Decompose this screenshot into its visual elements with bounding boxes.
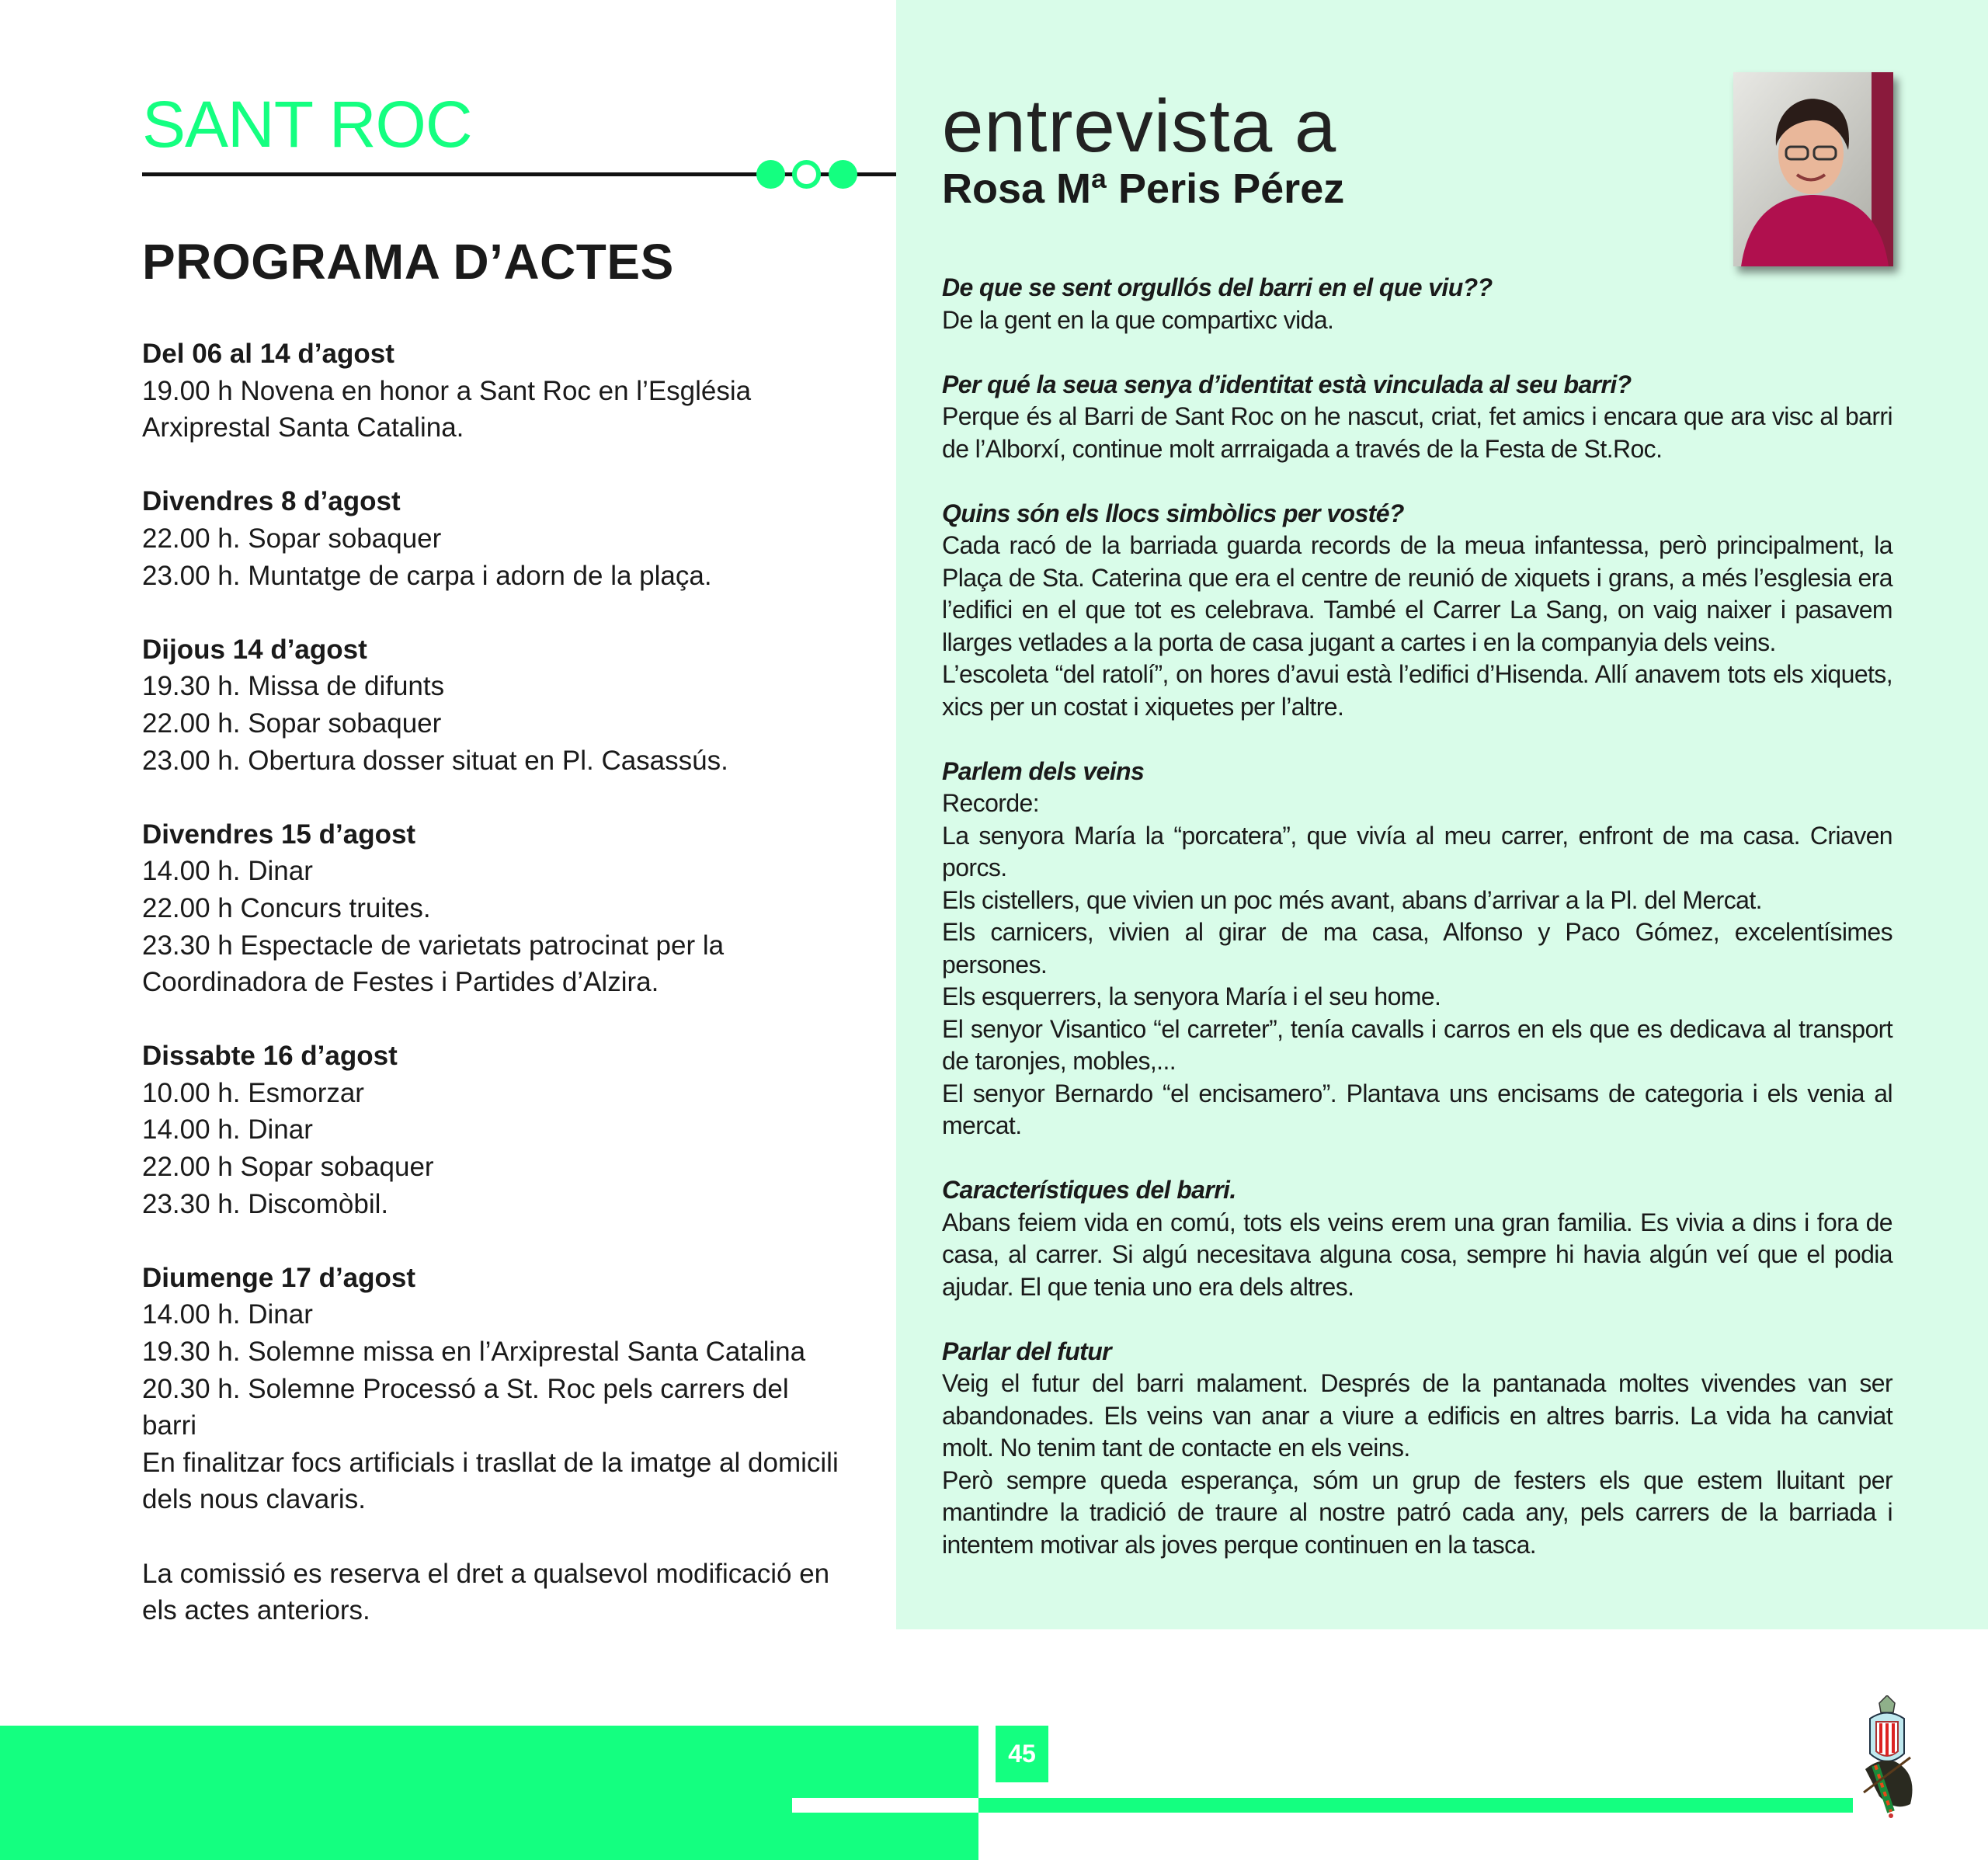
event-item: 23.30 h. Discomòbil. — [142, 1188, 389, 1219]
event-item: 23.00 h. Muntatge de carpa i adorn de la plaça. — [142, 560, 712, 591]
question: Característiques del barri. — [942, 1176, 1236, 1204]
event-item: 19.30 h. Solemne missa en l’Arxiprestal Santa Catalina — [142, 1337, 806, 1368]
event-item: 22.00 h. Sopar sobaquer — [142, 707, 442, 739]
answer-paragraph: Cada racó de la barriada guarda records de la meua infantessa, però principalment, la Plaça de Sta. Caterina que era el centre de reunió de xiquets i grans, a més l’esglesia era l’edifici en el que tot es celebrava. També el Carrer La Sang, on vaig naixer i pasavem llarges vetlades a la porta de casa jugant a cartes i en la companyia dels veins. — [942, 531, 1892, 656]
qa-block — [942, 1174, 1892, 1303]
answer-paragraph: Recorde: — [942, 789, 1040, 817]
footer-green-block — [0, 1726, 978, 1860]
page-title: SANT ROC — [142, 88, 472, 161]
answer-paragraph: El senyor Bernardo “el encisamero”. Plantava uns encisams de categoria i els venia al mercat. — [942, 1079, 1892, 1139]
programa-day — [142, 1038, 845, 1222]
event-item: 23.30 h Espectacle de varietats patrocinat per la Coordinadora de Festes i Partides d’Alzira. — [142, 930, 725, 998]
filled-dot-icon — [756, 160, 785, 189]
programa-day — [142, 483, 845, 594]
day-heading: Dissabte 16 d’agost — [142, 1041, 398, 1072]
answer-paragraph: El senyor Visantico “el carreter”, tenía cavalls i carros en els que es dedicava al transport de taronjes, mobles,... — [942, 1014, 1892, 1075]
answer-paragraph: L’escoleta “del ratolí”, on hores d’avui està l’edifici d’Hisenda. Allí anavem tots els xiquets, xics per un costat i xiquetes per l’altre. — [942, 660, 1892, 721]
section-title: PROGRAMA D’ACTES — [142, 234, 674, 290]
qa-block — [942, 272, 1892, 336]
question: Parlem dels veins — [942, 756, 1145, 785]
question: Parlar del futur — [942, 1337, 1112, 1365]
programa-day — [142, 816, 845, 1001]
question: De que se sent orgullós del barri en el que viu?? — [942, 273, 1493, 301]
event-item: 22.00 h Sopar sobaquer — [142, 1152, 434, 1183]
event-item: 14.00 h. Dinar — [142, 1114, 313, 1146]
event-item: 22.00 h. Sopar sobaquer — [142, 523, 442, 554]
day-heading: Divendres 15 d’agost — [142, 819, 416, 850]
municipal-crest-icon — [1848, 1695, 1926, 1820]
interview-text — [942, 272, 1892, 1594]
day-heading: Divendres 8 d’agost — [142, 486, 401, 517]
qa-block — [942, 756, 1892, 1142]
page-number: 45 — [996, 1726, 1048, 1782]
event-item: En finalitzar focs artificials i trasllat de la imatge al domicili dels nous clavaris. — [142, 1447, 839, 1515]
answer-paragraph: Perque és al Barri de Sant Roc on he nascut, criat, fet amics i encara que ara visc al barri de l’Alborxí, continue molt arrraigada a través de la Festa de St.Roc. — [942, 402, 1892, 463]
programa-list — [142, 335, 845, 1629]
programa-day — [142, 335, 845, 447]
question: Quins són els llocs simbòlics per vosté? — [942, 499, 1404, 527]
interviewee-name: Rosa Mª Peris Pérez — [942, 165, 1345, 212]
programa-note: La comissió es reserva el dret a qualsevol modificació en els actes anteriors. — [142, 1558, 830, 1626]
answer-paragraph: La senyora María la “porcatera”, que vivía al meu carrer, enfront de ma casa. Criaven porcs. — [942, 821, 1892, 881]
filled-dot-icon — [829, 160, 857, 189]
day-heading: Diumenge 17 d’agost — [142, 1262, 416, 1293]
event-item: 23.00 h. Obertura dosser situat en Pl. Casassús. — [142, 745, 728, 776]
day-heading: Dijous 14 d’agost — [142, 634, 367, 665]
day-heading: Del 06 al 14 d’agost — [142, 339, 394, 369]
event-item: 19.00 h Novena en honor a Sant Roc en l’Església Arxiprestal Santa Catalina. — [142, 375, 752, 443]
interviewee-photo — [1733, 72, 1893, 266]
answer-paragraph: Veig el futur del barri malament. Després de la pantanada moltes vivendes van ser abandonades. Els veins van anar a viure a edificis en altres barris. La vida ha canviat molt. No tenim tant de contacte en els veins. — [942, 1369, 1892, 1462]
interview-heading: entrevista a — [942, 85, 1337, 168]
event-item: 14.00 h. Dinar — [142, 856, 313, 887]
answer-paragraph: Però sempre queda esperança, sóm un grup de festers els que estem lluitant per mantindre la tradició de traure al nostre patró cada any, pels carrers de la barriada i intentem motivar als joves perque continuen en la tasca. — [942, 1465, 1892, 1559]
answer-paragraph: Els cistellers, que vivien un poc més avant, abans d’arrivar a la Pl. del Mercat. — [942, 885, 1762, 914]
qa-block — [942, 369, 1892, 466]
answer-paragraph: De la gent en la que compartixc vida. — [942, 305, 1334, 334]
programa-day — [142, 1260, 845, 1518]
qa-block — [942, 498, 1892, 724]
event-item: 20.30 h. Solemne Processó a St. Roc pels carrers del barri — [142, 1373, 789, 1441]
question: Per qué la seua senya d’identitat està vinculada al seu barri? — [942, 370, 1632, 398]
answer-paragraph: Els esquerrers, la senyora María i el seu home. — [942, 982, 1441, 1010]
programa-day — [142, 631, 845, 779]
answer-paragraph: Abans feiem vida en comú, tots els veins erem una gran familia. Es vivia a dins i fora de casa, al carrer. Si algú necesitava alguna cosa, sempre hi havia algún veí que el podia ajudar. El que tenia uno era dels altres. — [942, 1208, 1892, 1301]
event-item: 10.00 h. Esmorzar — [142, 1077, 364, 1108]
event-item: 19.30 h. Missa de difunts — [142, 671, 445, 702]
qa-block — [942, 1336, 1892, 1562]
footer-stripe — [978, 1798, 1853, 1813]
answer-paragraph: Els carnicers, vivien al girar de ma casa, Alfonso y Paco Gómez, excelentísimes persones. — [942, 918, 1892, 979]
event-item: 14.00 h. Dinar — [142, 1299, 313, 1330]
hollow-dot-icon — [792, 160, 821, 189]
event-item: 22.00 h Concurs truites. — [142, 892, 431, 923]
footer-stripe — [792, 1798, 978, 1813]
